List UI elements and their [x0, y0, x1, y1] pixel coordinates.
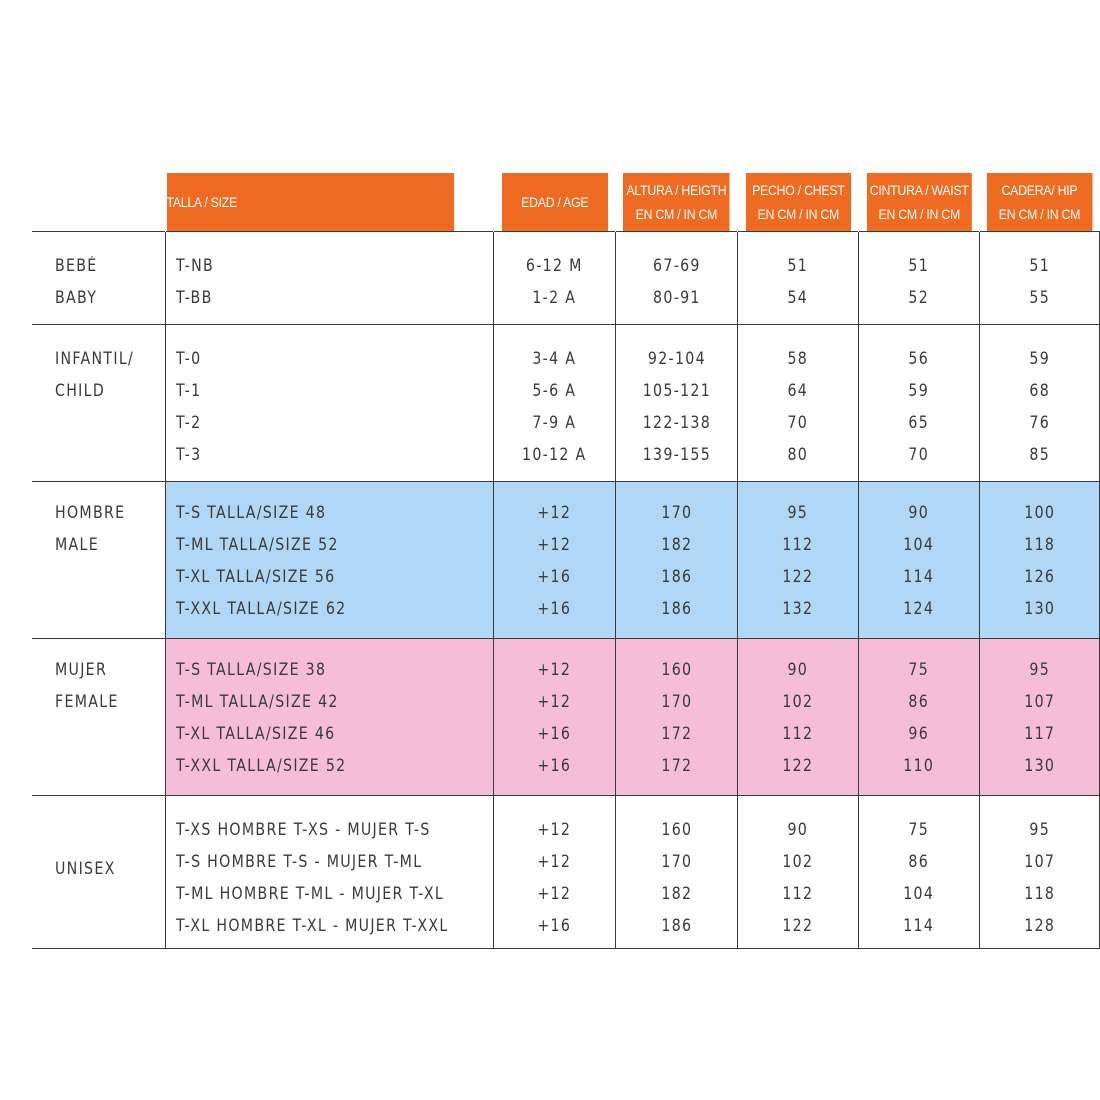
- cell-waist: 51: [908, 256, 930, 275]
- column-height: [615, 325, 738, 482]
- cell-height: 182: [661, 884, 693, 903]
- cell-chest: 112: [782, 884, 814, 903]
- cell-size: T-S HOMBRE T-S - MUJER T-ML: [176, 852, 423, 871]
- cell-waist: 104: [903, 884, 935, 903]
- cell-age: +12: [537, 884, 572, 903]
- cell-chest: 54: [787, 288, 809, 307]
- cell-age: +12: [537, 820, 572, 839]
- cell-chest: 122: [782, 567, 814, 586]
- cell-waist: 65: [908, 413, 930, 432]
- column-height: [615, 796, 738, 949]
- cell-hip: 118: [1023, 535, 1055, 554]
- cell-size: T-XS HOMBRE T-XS - MUJER T-S: [176, 820, 431, 839]
- column-height: [615, 232, 738, 325]
- cell-age: +16: [537, 599, 572, 618]
- header-chest: [745, 173, 851, 232]
- cell-age: 5-6 A: [532, 381, 577, 400]
- category-label: MUJER: [55, 660, 108, 679]
- category-label: HOMBRE: [55, 503, 126, 522]
- cell-waist: 114: [903, 916, 935, 935]
- column-hip: [979, 482, 1100, 639]
- cell-hip: 76: [1028, 413, 1050, 432]
- cell-height: 122-138: [642, 413, 711, 432]
- column-chest: [738, 325, 859, 482]
- cell-hip: 55: [1028, 288, 1050, 307]
- category-label: MALE: [55, 535, 99, 554]
- cell-size: T-S TALLA/SIZE 38: [176, 660, 327, 679]
- category-female: [32, 639, 166, 796]
- cell-chest: 80: [787, 445, 809, 464]
- cell-size: T-NB: [176, 256, 215, 275]
- cell-age: 10-12 A: [522, 445, 587, 464]
- header-row: [32, 173, 1100, 232]
- cell-chest: 112: [782, 724, 814, 743]
- cell-chest: 90: [787, 660, 809, 679]
- header-waist: [866, 173, 972, 232]
- column-size: [166, 482, 494, 639]
- size-chart-table: [32, 173, 1100, 949]
- cell-waist: 86: [908, 852, 930, 871]
- column-age: [494, 796, 616, 949]
- column-waist: [859, 796, 979, 949]
- cell-size: T-ML TALLA/SIZE 42: [176, 692, 339, 711]
- column-hip: [979, 232, 1100, 325]
- cell-size: T-XL HOMBRE T-XL - MUJER T-XXL: [176, 916, 449, 935]
- header-waist-unit: EN CM / IN CM: [878, 206, 960, 222]
- cell-waist: 70: [908, 445, 930, 464]
- cell-waist: 110: [903, 756, 935, 775]
- cell-height: 105-121: [642, 381, 711, 400]
- cell-height: 160: [661, 820, 693, 839]
- cell-chest: 95: [787, 503, 809, 522]
- column-size: [166, 232, 494, 325]
- category-child: [32, 325, 166, 482]
- cell-height: 92-104: [647, 349, 706, 368]
- header-height-label: ALTURA / HEIGTH: [626, 182, 727, 198]
- cell-age: 1-2 A: [532, 288, 577, 307]
- category-baby: [32, 232, 166, 325]
- cell-size: T-BB: [176, 288, 213, 307]
- cell-size: T-2: [176, 413, 202, 432]
- cell-waist: 56: [908, 349, 930, 368]
- cell-age: +12: [537, 692, 572, 711]
- cell-height: 160: [661, 660, 693, 679]
- cell-size: T-1: [176, 381, 202, 400]
- cell-size: T-XXL TALLA/SIZE 52: [176, 756, 347, 775]
- cell-hip: 107: [1023, 692, 1055, 711]
- header-age: [501, 173, 608, 232]
- cell-waist: 104: [903, 535, 935, 554]
- header-blank: [32, 173, 166, 232]
- cell-hip: 68: [1028, 381, 1050, 400]
- cell-height: 170: [661, 692, 693, 711]
- cell-height: 182: [661, 535, 693, 554]
- cell-height: 186: [661, 599, 693, 618]
- cell-age: +16: [537, 916, 572, 935]
- header-height: [623, 173, 731, 232]
- header-size-label: TALLA / SIZE: [166, 194, 237, 210]
- table-body: [32, 232, 1100, 949]
- cell-hip: 130: [1023, 756, 1055, 775]
- header-size: [166, 173, 455, 232]
- cell-chest: 64: [787, 381, 809, 400]
- cell-chest: 132: [782, 599, 814, 618]
- cell-age: +16: [537, 756, 572, 775]
- column-waist: [859, 232, 979, 325]
- cell-size: T-ML TALLA/SIZE 52: [176, 535, 339, 554]
- cell-hip: 100: [1023, 503, 1055, 522]
- cell-waist: 75: [908, 660, 930, 679]
- cell-size: T-S TALLA/SIZE 48: [176, 503, 327, 522]
- cell-age: +16: [537, 567, 572, 586]
- cell-height: 170: [661, 852, 693, 871]
- column-waist: [859, 482, 979, 639]
- cell-height: 80-91: [652, 288, 701, 307]
- cell-age: 6-12 M: [526, 256, 583, 275]
- column-age: [494, 482, 616, 639]
- category-male: [32, 482, 166, 639]
- cell-height: 67-69: [652, 256, 701, 275]
- group-baby: [32, 232, 1100, 325]
- category-label: INFANTIL/: [55, 349, 135, 368]
- category-label: BABY: [55, 288, 98, 307]
- cell-waist: 75: [908, 820, 930, 839]
- column-hip: [979, 325, 1100, 482]
- cell-chest: 90: [787, 820, 809, 839]
- cell-chest: 102: [782, 852, 814, 871]
- cell-height: 139-155: [642, 445, 711, 464]
- column-size: [166, 325, 494, 482]
- cell-hip: 107: [1023, 852, 1055, 871]
- cell-hip: 95: [1028, 660, 1050, 679]
- group-female: [32, 639, 1100, 796]
- header-hip-unit: EN CM / IN CM: [998, 206, 1081, 222]
- column-waist: [859, 325, 979, 482]
- header-hip-label: CADERA/ HIP: [1001, 182, 1078, 198]
- cell-size: T-XL TALLA/SIZE 46: [176, 724, 336, 743]
- cell-waist: 90: [908, 503, 930, 522]
- cell-chest: 70: [787, 413, 809, 432]
- cell-age: +16: [537, 724, 572, 743]
- column-height: [615, 639, 738, 796]
- category-label: UNISEX: [55, 859, 116, 878]
- header-height-unit: EN CM / IN CM: [635, 206, 718, 222]
- header-chest-unit: EN CM / IN CM: [757, 206, 839, 222]
- category-label: CHILD: [55, 381, 106, 400]
- cell-height: 186: [661, 916, 693, 935]
- category-label: FEMALE: [55, 692, 119, 711]
- cell-size: T-ML HOMBRE T-ML - MUJER T-XL: [176, 884, 445, 903]
- cell-waist: 86: [908, 692, 930, 711]
- cell-size: T-0: [176, 349, 202, 368]
- cell-waist: 59: [908, 381, 930, 400]
- cell-age: +12: [537, 852, 572, 871]
- header-waist-label: CINTURA / WAIST: [869, 182, 969, 198]
- cell-hip: 126: [1023, 567, 1055, 586]
- cell-hip: 85: [1028, 445, 1050, 464]
- cell-hip: 59: [1028, 349, 1050, 368]
- cell-age: +12: [537, 660, 572, 679]
- cell-age: 7-9 A: [532, 413, 577, 432]
- cell-waist: 114: [903, 567, 935, 586]
- header-hip: [986, 173, 1092, 232]
- column-hip: [979, 639, 1100, 796]
- group-male: [32, 482, 1100, 639]
- column-size: [166, 639, 494, 796]
- cell-waist: 96: [908, 724, 930, 743]
- cell-hip: 51: [1028, 256, 1050, 275]
- cell-chest: 122: [782, 916, 814, 935]
- category-unisex: [32, 796, 166, 949]
- column-age: [494, 639, 616, 796]
- category-label: BEBÉ: [55, 256, 98, 275]
- cell-age: +12: [537, 503, 572, 522]
- column-chest: [738, 639, 859, 796]
- column-chest: [738, 232, 859, 325]
- cell-age: +12: [537, 535, 572, 554]
- cell-waist: 52: [908, 288, 930, 307]
- column-height: [615, 482, 738, 639]
- column-waist: [859, 639, 979, 796]
- cell-height: 186: [661, 567, 693, 586]
- cell-chest: 122: [782, 756, 814, 775]
- cell-hip: 128: [1023, 916, 1055, 935]
- cell-chest: 102: [782, 692, 814, 711]
- cell-hip: 95: [1028, 820, 1050, 839]
- cell-height: 170: [661, 503, 693, 522]
- column-hip: [979, 796, 1100, 949]
- cell-hip: 130: [1023, 599, 1055, 618]
- column-age: [494, 325, 616, 482]
- cell-chest: 112: [782, 535, 814, 554]
- cell-hip: 118: [1023, 884, 1055, 903]
- cell-height: 172: [661, 724, 693, 743]
- column-chest: [738, 796, 859, 949]
- header-age-label: EDAD / AGE: [520, 194, 588, 210]
- cell-waist: 124: [903, 599, 935, 618]
- cell-size: T-XL TALLA/SIZE 56: [176, 567, 336, 586]
- cell-height: 172: [661, 756, 693, 775]
- cell-chest: 51: [787, 256, 809, 275]
- cell-size: T-XXL TALLA/SIZE 62: [176, 599, 347, 618]
- cell-size: T-3: [176, 445, 202, 464]
- group-unisex: [32, 796, 1100, 949]
- cell-chest: 58: [787, 349, 809, 368]
- header-chest-label: PECHO / CHEST: [752, 182, 845, 198]
- group-child: [32, 325, 1100, 482]
- column-age: [494, 232, 616, 325]
- cell-age: 3-4 A: [532, 349, 577, 368]
- column-size: [166, 796, 494, 949]
- column-chest: [738, 482, 859, 639]
- cell-hip: 117: [1023, 724, 1055, 743]
